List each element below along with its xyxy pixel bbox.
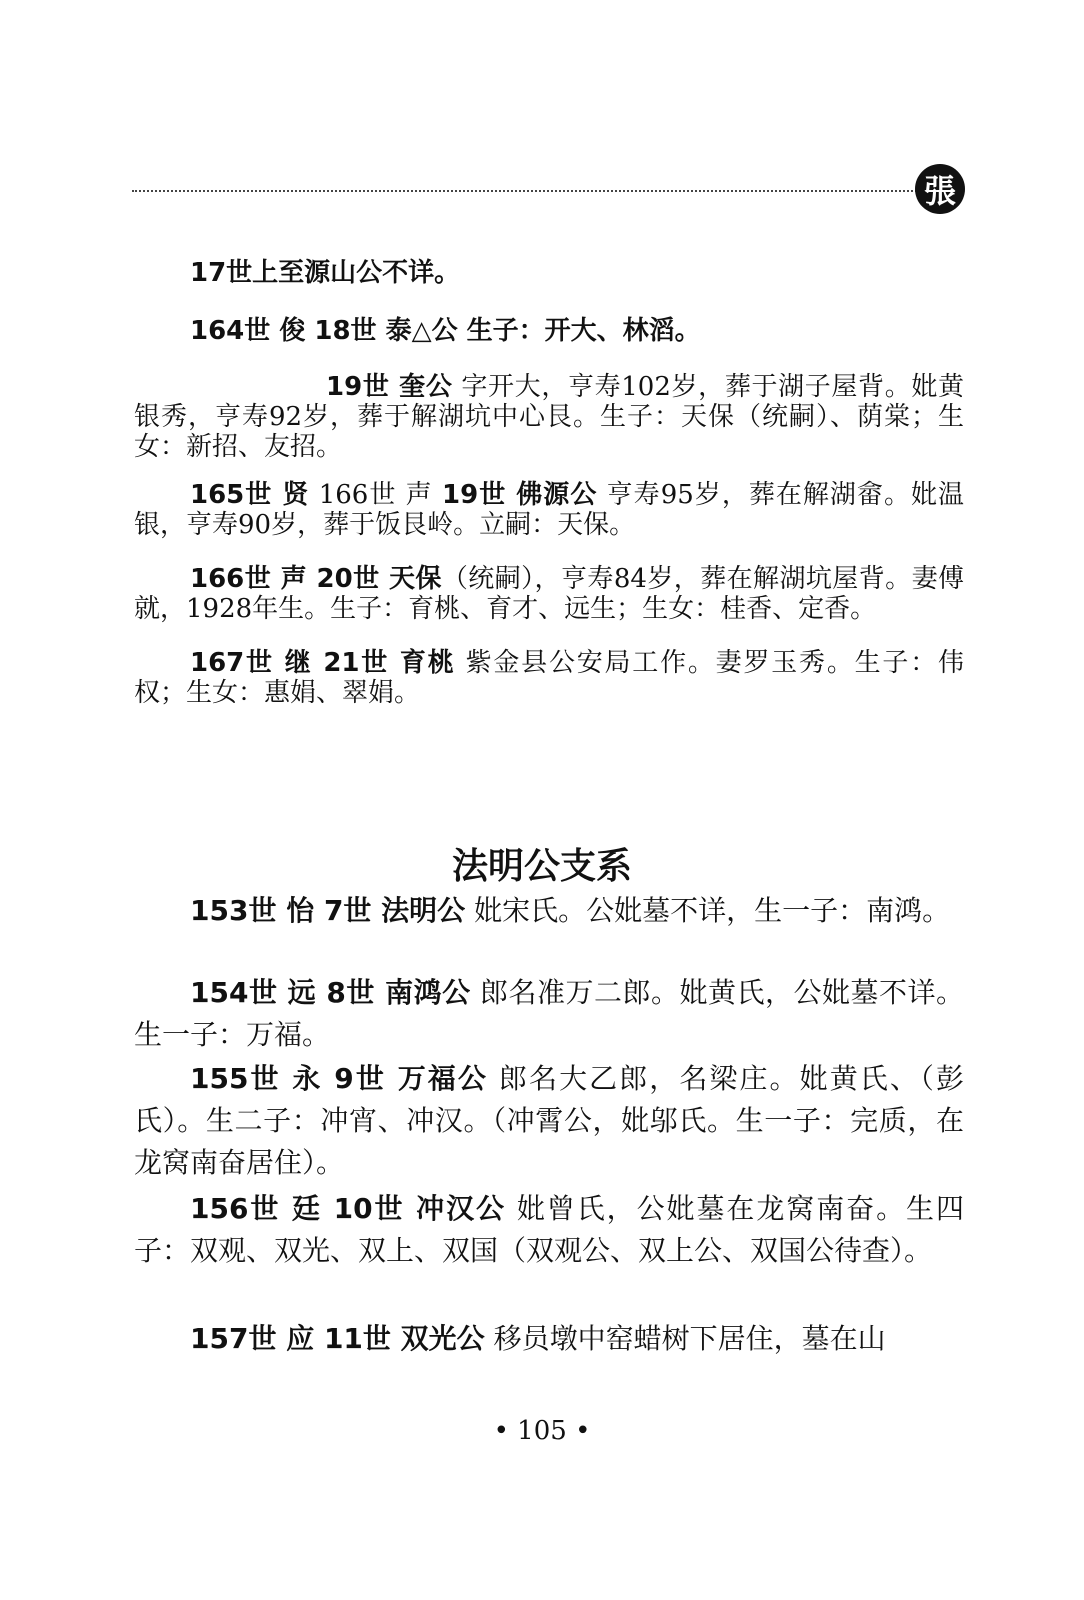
- entry-164: [134, 316, 964, 346]
- entry-text: 166世 声: [309, 480, 442, 510]
- entry-heading: 19世 奎公: [326, 372, 453, 402]
- entry-heading: 153世 怡 7世 法明公: [190, 894, 466, 927]
- entry-165: [134, 480, 964, 540]
- section-title: 法明公支系: [451, 846, 632, 887]
- entry-text: 郎名准万二郎。妣黄氏，公妣墓不详。生一子：万福。: [134, 976, 964, 1051]
- entry-text: 郎名大乙郎，名梁庄。妣黄氏、（彭氏）。生二子：冲宵、冲汉。（冲霄公，妣邬氏。生一子：完质，在龙窝南奋居住）。: [134, 1062, 964, 1179]
- entry-heading: 167世 继 21世 育桃: [190, 648, 456, 678]
- entry-heading: 165世 贤: [190, 480, 310, 510]
- entry-text-2: 亨寿95岁，葬在解湖畲。妣温银，亨寿90岁，葬于饭艮岭。立嗣：天保。: [134, 480, 965, 540]
- entry-19-kui: [134, 372, 964, 462]
- entry-heading: 164世 俊 18世 泰△公 生子：开大、林滔。: [190, 316, 701, 346]
- entry-heading-2: 19世 佛源公: [441, 480, 598, 510]
- entry-text: 妣曾氏，公妣墓在龙窝南奋。生四子：双观、双光、双上、双国（双观公、双上公、双国公待查）。: [134, 1192, 964, 1267]
- entry-text: 移员墩中窑蜡树下居住，墓在山: [484, 1322, 886, 1355]
- entry-153: [134, 890, 964, 932]
- entry-text: 妣宋氏。公妣墓不详，生一子：南鸿。: [465, 894, 951, 927]
- entry-text: （统嗣），亨寿84岁，葬在解湖坑屋背。妻傅就，1928年生。生子：育桃、育才、远生；生女：桂香、定香。: [134, 564, 964, 624]
- entry-heading: 166世 声 20世 天保: [190, 564, 442, 594]
- entry-154: [134, 972, 964, 1056]
- page-number: • 105 •: [493, 1416, 591, 1446]
- entry-17: [134, 258, 964, 288]
- entry-166: [134, 564, 964, 624]
- entry-heading: 157世 应 11世 双光公: [190, 1322, 485, 1355]
- entry-heading: 155世 永 9世 万福公: [190, 1062, 488, 1095]
- zhang-seal-icon: 張: [915, 164, 965, 214]
- entry-text: 字开大，亨寿102岁，葬于湖子屋背。妣黄银秀，亨寿92岁，葬于解湖坑中心艮。生子：天保（统嗣）、荫棠；生女：新招、友招。: [134, 372, 964, 462]
- entry-text: 紫金县公安局工作。妻罗玉秀。生子：伟权；生女：惠娟、翠娟。: [134, 648, 964, 708]
- entry-156: [134, 1188, 964, 1272]
- entry-167: [134, 648, 964, 708]
- entry-heading: 156世 廷 10世 冲汉公: [190, 1192, 506, 1225]
- entry-heading: 17世上至源山公不详。: [190, 258, 461, 288]
- entry-155: [134, 1058, 964, 1184]
- header-rule: [132, 190, 917, 192]
- entry-157: [134, 1318, 964, 1360]
- entry-heading: 154世 远 8世 南鸿公: [190, 976, 471, 1009]
